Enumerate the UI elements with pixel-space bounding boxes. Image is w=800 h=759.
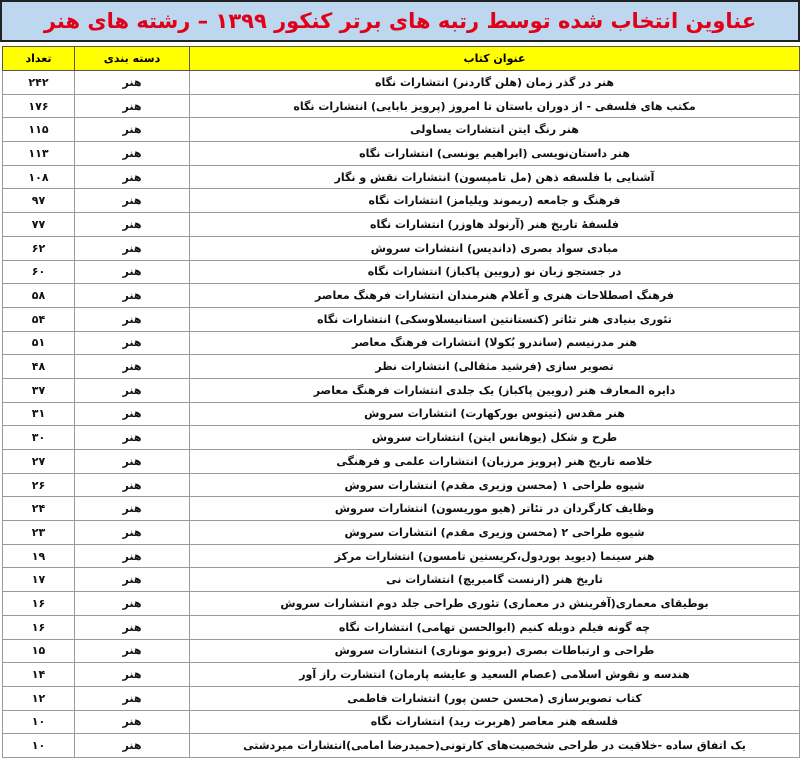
book-title-cell: فرهنگ و جامعه (ریموند ویلیامز) انتشارات نگاه — [190, 189, 800, 213]
category-cell: هنر — [75, 639, 190, 663]
count-cell: ۱۵ — [3, 639, 75, 663]
count-cell: ۱۴ — [3, 663, 75, 687]
category-cell: هنر — [75, 284, 190, 308]
book-title-cell: هنر سینما (دیوید بوردول،کریستین تامسون) انتشارات مرکز — [190, 544, 800, 568]
count-cell: ۲۷ — [3, 450, 75, 474]
category-cell: هنر — [75, 189, 190, 213]
book-title-cell: طراحی و ارتباطات بصری (برونو موناری) انتشارات سروش — [190, 639, 800, 663]
book-title-cell: شیوه طراحی ۱ (محسن وزیری مقدم) انتشارات سروش — [190, 473, 800, 497]
count-cell: ۳۷ — [3, 378, 75, 402]
category-cell: هنر — [75, 142, 190, 166]
category-cell: هنر — [75, 213, 190, 237]
book-title-cell: تصویر سازی (فرشید مثقالی) انتشارات نظر — [190, 355, 800, 379]
table-row — [3, 260, 800, 284]
count-cell: ۲۴ — [3, 497, 75, 521]
book-title-cell: آشنایی با فلسفه ذهن (مل تامپسون) انتشارات نقش و نگار — [190, 165, 800, 189]
category-cell: هنر — [75, 663, 190, 687]
category-cell: هنر — [75, 355, 190, 379]
column-header-count: تعداد — [3, 47, 75, 71]
count-cell: ۹۷ — [3, 189, 75, 213]
column-header-title: عنوان کتاب — [190, 47, 800, 71]
count-cell: ۱۲ — [3, 686, 75, 710]
book-title-cell: هنر مدرنیسم (ساندرو بُکولا) انتشارات فرهنگ معاصر — [190, 331, 800, 355]
table-row — [3, 686, 800, 710]
table-row — [3, 734, 800, 758]
table-row — [3, 165, 800, 189]
category-cell: هنر — [75, 402, 190, 426]
count-cell: ۶۰ — [3, 260, 75, 284]
table-row — [3, 426, 800, 450]
table-row — [3, 213, 800, 237]
book-title-cell: کتاب تصویرسازی (محسن حسن پور) انتشارات فاطمی — [190, 686, 800, 710]
table-row — [3, 663, 800, 687]
book-title-cell: فرهنگ اصطلاحات هنری و آعلام هنرمندان انتشارات فرهنگ معاصر — [190, 284, 800, 308]
count-cell: ۷۷ — [3, 213, 75, 237]
table-row — [3, 284, 800, 308]
count-cell: ۴۸ — [3, 355, 75, 379]
category-cell: هنر — [75, 734, 190, 758]
book-title-cell: یک اتفاق ساده -خلاقیت در طراحی شخصیت‌های کارتونی(حمیدرضا امامی)انتشارات میردشتی — [190, 734, 800, 758]
table-row — [3, 473, 800, 497]
category-cell: هنر — [75, 307, 190, 331]
category-cell: هنر — [75, 71, 190, 95]
table-row — [3, 71, 800, 95]
table-row — [3, 94, 800, 118]
count-cell: ۵۸ — [3, 284, 75, 308]
book-title-cell: طرح و شکل (یوهانس ایتن) انتشارات سروش — [190, 426, 800, 450]
category-cell: هنر — [75, 544, 190, 568]
book-title-cell: تئوری بنیادی هنر تئاتر (کنستانتین استانیسلاوسکی) انتشارات نگاه — [190, 307, 800, 331]
table-row — [3, 236, 800, 260]
table-row — [3, 450, 800, 474]
category-cell: هنر — [75, 118, 190, 142]
category-cell: هنر — [75, 260, 190, 284]
table-row — [3, 592, 800, 616]
book-title-cell: هنر داستان‌نویسی (ابراهیم یونسی) انتشارات نگاه — [190, 142, 800, 166]
count-cell: ۳۰ — [3, 426, 75, 450]
book-title-cell: مکتب های فلسفی - از دوران باستان تا امروز (پرویز بابایی) انتشارات نگاه — [190, 94, 800, 118]
book-title-cell: دایره المعارف هنر (رویین پاکباز) یک جلدی انتشارات فرهنگ معاصر — [190, 378, 800, 402]
category-cell: هنر — [75, 521, 190, 545]
book-title-cell: هندسه و نقوش اسلامی (عصام السعید و عایشه پارمان) انتشارت راز آور — [190, 663, 800, 687]
book-title-cell: خلاصه تاریخ هنر (پرویز مرزبان) انتشارات علمی و فرهنگی — [190, 450, 800, 474]
book-title-cell: فلسفه هنر معاصر (هربرت رید) انتشارات نگاه — [190, 710, 800, 734]
table-row — [3, 331, 800, 355]
category-cell: هنر — [75, 710, 190, 734]
count-cell: ۶۲ — [3, 236, 75, 260]
category-cell: هنر — [75, 473, 190, 497]
book-title-cell: فلسفهٔ تاریخ هنر (آرنولد هاوزر) انتشارات نگاه — [190, 213, 800, 237]
book-title-cell: هنر رنگ ایتن انتشارات یساولی — [190, 118, 800, 142]
book-title-cell: در جستجو زبان نو (رویین پاکباز) انتشارات نگاه — [190, 260, 800, 284]
count-cell: ۲۶ — [3, 473, 75, 497]
table-row — [3, 710, 800, 734]
book-title-cell: تاریخ هنر (ارنست گامبریچ) انتشارات نی — [190, 568, 800, 592]
category-cell: هنر — [75, 94, 190, 118]
table-row — [3, 639, 800, 663]
book-title-cell: مبادی سواد بصری (داندیس) انتشارات سروش — [190, 236, 800, 260]
book-title-cell: وظایف کارگردان در تئاتر (هیو موریسون) انتشارات سروش — [190, 497, 800, 521]
count-cell: ۱۷ — [3, 568, 75, 592]
count-cell: ۱۰۸ — [3, 165, 75, 189]
table-row — [3, 497, 800, 521]
count-cell: ۵۴ — [3, 307, 75, 331]
table-row — [3, 307, 800, 331]
table-row — [3, 142, 800, 166]
count-cell: ۵۱ — [3, 331, 75, 355]
table-row — [3, 402, 800, 426]
count-cell: ۱۰ — [3, 710, 75, 734]
count-cell: ۱۶ — [3, 615, 75, 639]
book-title-cell: هنر در گذر زمان (هلن گاردنر) انتشارات نگاه — [190, 71, 800, 95]
category-cell: هنر — [75, 568, 190, 592]
count-cell: ۱۹ — [3, 544, 75, 568]
book-title-cell: هنر مقدس (تیتوس بورکهارت) انتشارات سروش — [190, 402, 800, 426]
count-cell: ۲۳ — [3, 521, 75, 545]
books-table — [2, 46, 800, 758]
table-row — [3, 355, 800, 379]
count-cell: ۱۱۵ — [3, 118, 75, 142]
column-header-category: دسته بندی — [75, 47, 190, 71]
table-row — [3, 378, 800, 402]
count-cell: ۲۴۲ — [3, 71, 75, 95]
count-cell: ۱۱۳ — [3, 142, 75, 166]
book-title-cell: بوطیقای معماری(آفرینش در معماری) تئوری طراحی جلد دوم انتشارات سروش — [190, 592, 800, 616]
category-cell: هنر — [75, 592, 190, 616]
book-title-cell: چه گونه فیلم دوبله کنیم (ابوالحسن تهامی) انتشارات نگاه — [190, 615, 800, 639]
category-cell: هنر — [75, 236, 190, 260]
table-row — [3, 568, 800, 592]
category-cell: هنر — [75, 165, 190, 189]
category-cell: هنر — [75, 686, 190, 710]
category-cell: هنر — [75, 331, 190, 355]
book-title-cell: شیوه طراحی ۲ (محسن وزیری مقدم) انتشارات سروش — [190, 521, 800, 545]
table-row — [3, 615, 800, 639]
count-cell: ۱۰ — [3, 734, 75, 758]
table-row — [3, 521, 800, 545]
category-cell: هنر — [75, 426, 190, 450]
page-title: عناوین انتخاب شده توسط رتبه های برتر کنکور ۱۳۹۹ – رشته های هنر — [0, 0, 800, 42]
count-cell: ۱۷۶ — [3, 94, 75, 118]
count-cell: ۳۱ — [3, 402, 75, 426]
category-cell: هنر — [75, 497, 190, 521]
table-row — [3, 544, 800, 568]
table-header-row — [3, 47, 800, 71]
category-cell: هنر — [75, 378, 190, 402]
category-cell: هنر — [75, 450, 190, 474]
count-cell: ۱۶ — [3, 592, 75, 616]
table-row — [3, 189, 800, 213]
category-cell: هنر — [75, 615, 190, 639]
table-row — [3, 118, 800, 142]
